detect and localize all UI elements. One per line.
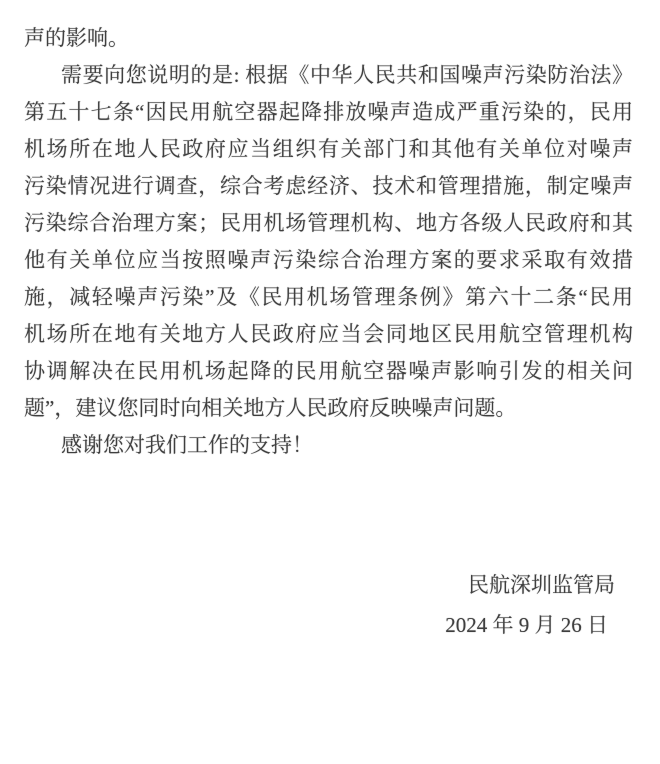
signature-block — [0, 565, 660, 645]
signature-date: 2024 年 9 月 26 日 — [445, 613, 608, 637]
letter-line: 污染综合治理方案；民用机场管理机构、地方各级人民政府和其 — [24, 211, 633, 235]
letter-line: 声的影响。 — [24, 26, 129, 50]
letter-line: 第五十七条“因民用航空器起降排放噪声造成严重污染的，民用 — [24, 100, 633, 124]
signature-organization: 民航深圳监管局 — [468, 573, 615, 597]
letter-line: 施，减轻噪声污染”及《民用机场管理条例》第六十二条“民用 — [24, 285, 633, 309]
letter-line: 他有关单位应当按照噪声污染综合治理方案的要求采取有效措 — [24, 248, 633, 272]
letter-line: 题”，建议您同时向相关地方人民政府反映噪声问题。 — [24, 396, 517, 420]
letter-line: 污染情况进行调查，综合考虑经济、技术和管理措施，制定噪声 — [24, 174, 633, 198]
letter-closing-line: 感谢您对我们工作的支持！ — [61, 433, 313, 457]
letter-line: 机场所在地人民政府应当组织有关部门和其他有关单位对噪声 — [24, 137, 633, 161]
letter-line: 协调解决在民用机场起降的民用航空器噪声影响引发的相关问 — [24, 359, 633, 383]
letter-line: 机场所在地有关地方人民政府应当会同地区民用航空管理机构 — [24, 322, 633, 346]
letter-body — [24, 20, 633, 464]
letter-line: 需要向您说明的是: 根据《中华人民共和国噪声污染防治法》 — [61, 63, 633, 87]
